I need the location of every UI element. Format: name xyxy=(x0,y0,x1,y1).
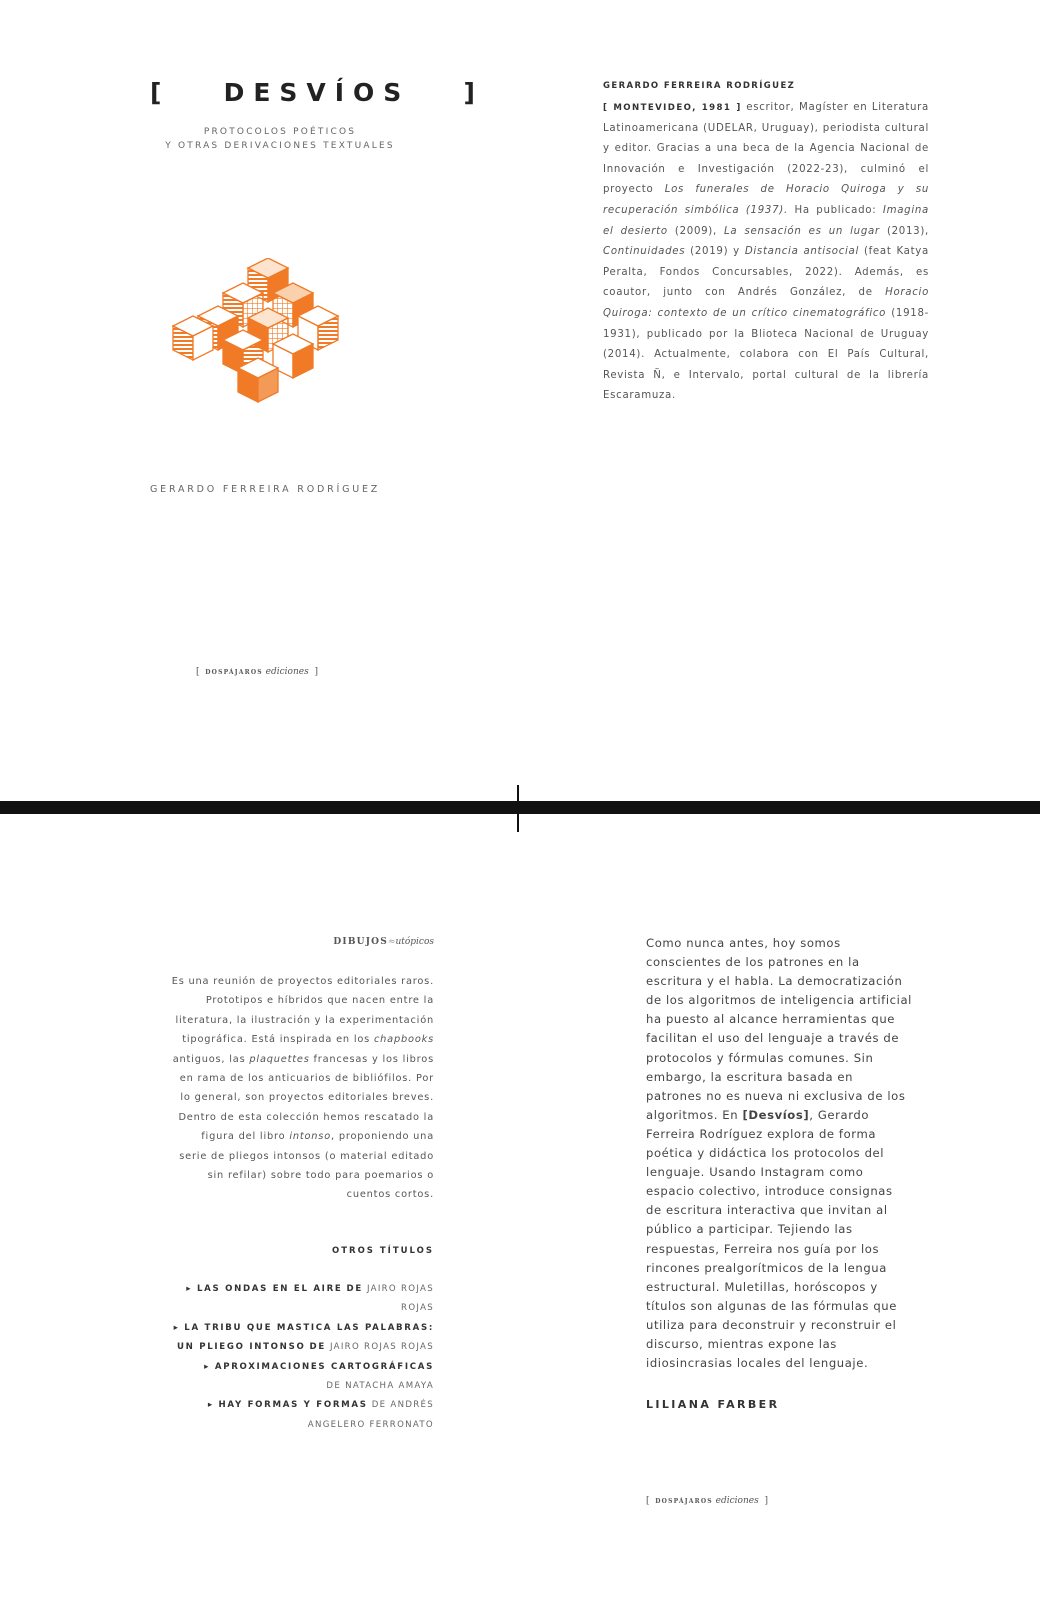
cube xyxy=(173,316,213,360)
cover-author: GERARDO FERREIRA RODRÍGUEZ xyxy=(150,484,381,495)
cube xyxy=(238,358,278,402)
other-titles-heading: OTROS TÍTULOS xyxy=(332,1246,434,1256)
publisher-logo-back: [ dospájaros ediciones ] xyxy=(646,1496,768,1506)
bio-heading: GERARDO FERREIRA RODRÍGUEZ xyxy=(603,81,796,91)
other-titles-list xyxy=(170,1280,434,1435)
cube-illustration xyxy=(168,258,358,428)
cube xyxy=(273,334,313,378)
blurb-signature: LILIANA FARBER xyxy=(646,1398,780,1411)
crop-mark xyxy=(517,785,519,832)
cover-subtitle-line2: Y OTRAS DERIVACIONES TEXTUALES xyxy=(165,141,395,151)
title-item: ▸ LA TRIBU QUE MASTICA LAS PALABRAS: UN PLIEGO INTONSO DE JAIRO ROJAS ROJAS xyxy=(173,1322,434,1353)
blurb-paragraph: Como nunca antes, hoy somos conscientes de los patrones en la escritura y el habla. La democratización de los algoritmos de inteligencia artificial ha puesto al alcance herramientas que facilitan el uso del lenguaje a través de protocolos y fórmulas comunes. Sin embargo, la escritura basada en patrones no es nueva ni exclusiva de los algoritmos. En [Desvíos], Gerardo Ferreira Rodríguez explora de forma poética y didáctica los protocolos del lenguaje. Usando Instagram como espacio colectivo, introduce consignas de escritura interactiva que invitan al público a participar. Tejiendo las respuestas, Ferreira nos guía por los rincones prealgorítmicos de la lengua estructural. Muletillas, horóscopos y títulos son algunas de las fórmulas que utiliza para deconstruir y reconstruir el discurso, mientras expone las idiosincrasias locales del lenguaje. xyxy=(646,936,912,1371)
cover-subtitle-line1: PROTOCOLOS POÉTICOS xyxy=(203,127,357,137)
collection-description: Es una reunión de proyectos editoriales raros. Prototipos e híbridos que nacen entre la literatura, la ilustración y la experimentación tipográfica. Está inspirada en los chapbooks antiguos, las plaquettes francesas y los libros en rama de los anticuarios de bibliófilos. Por lo general, son proyectos editoriales breves. Dentro de esta colección hemos rescatado la figura del libro intonso, proponiendo una serie de pliegos intonsos (o material editado sin refilar) sobre todo para poemarios o cuentos cortos. xyxy=(171,976,434,1201)
bio-paragraph: [ MONTEVIDEO, 1981 ] escritor, Magíster en Literatura Latinoamericana (UDELAR, Uruguay), periodista cultural y editor. Gracias a una beca de la Agencia Nacional de Innovación e Investigación (2022-23), culminó el proyecto Los funerales de Horacio Quiroga y su recuperación simbólica (1937). Ha publicado: Imagina el desierto (2009), La sensación es un lugar (2013), Continuidades (2019) y Distancia antisocial (feat Katya Peralta, Fondos Concursables, 2022). Además, es coautor, junto con Andrés González, de Horacio Quiroga: contexto de un crítico cinematográfico (1918-1931), publicado por la Blioteca Nacional de Uruguay (2014). Actualmente, colabora con El País Cultural, Revista Ñ, e Intervalo, portal cultural de la librería Escaramuza. xyxy=(603,102,930,402)
spread-divider xyxy=(0,801,1040,814)
title-item: ▸ LAS ONDAS EN EL AIRE DE JAIRO ROJAS ROJAS xyxy=(186,1284,434,1314)
title-item: ▸ HAY FORMAS Y FORMAS DE ANDRÉS ANGELERO FERRONATO xyxy=(207,1400,434,1430)
publisher-logo: [ dospájaros ediciones ] xyxy=(196,667,318,677)
collection-heading: DIBUJOS≈utópicos xyxy=(333,937,434,947)
title-item: ▸ APROXIMACIONES CARTOGRÁFICAS DE NATACHA AMAYA xyxy=(204,1361,434,1392)
cover-title: [ DESVÍOS ] xyxy=(150,78,484,107)
